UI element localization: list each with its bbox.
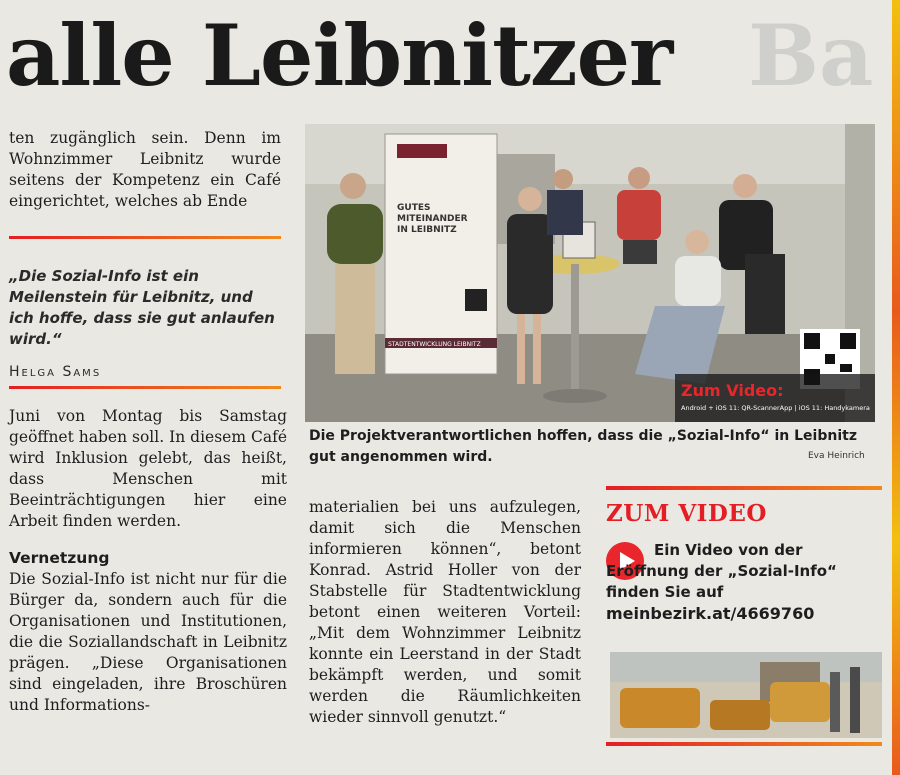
- photo-credit: Eva Heinrich: [808, 451, 865, 461]
- headline-neighbour: Ba: [748, 6, 874, 105]
- paragraph: ten zugänglich sein. Denn im Wohnzimmer Leibnitz wurde seitens der Kompetenz ein Café eingerichtet, welches ab Ende: [9, 129, 281, 210]
- photo-caption: Die Projektverantwortlichen hoffen, dass die „Sozial-Info“ in Leibnitz gut angenommen wird.: [309, 428, 857, 465]
- quote-author: Helga Sams: [9, 364, 102, 380]
- video-badge-subtext: Android + iOS 11: QR-ScannerApp | iOS 11: Handykamera: [681, 404, 870, 412]
- paragraph: Juni von Montag bis Samstag geöffnet haben soll. In diesem Café wird Inklusion gelebt, das heißt, dass Menschen mit Beeinträchtigungen hier eine Arbeit finden werden.: [9, 407, 287, 530]
- group-photo: [305, 124, 875, 422]
- paragraph: materialien bei uns aufzulegen, damit sich die Menschen informieren können“, betont Konrad. Astrid Holler von der Stabstelle für Stadtentwicklung betont einen weiteren Vorteil: „Mit dem Wohnzimmer Leibnitz konnte ein Leerstand in der Stadt bekämpft werden, und somit werden die Räumlichkeiten wieder sinnvoll genutzt.“: [309, 498, 581, 726]
- page-edge-decoration: [892, 0, 900, 775]
- photo-illustration: [305, 124, 875, 422]
- video-box-text: [606, 540, 880, 624]
- column-1-bottom: [9, 406, 287, 716]
- quote-rule-bottom: [9, 386, 281, 389]
- banner-text-1: GUTES: [397, 203, 431, 213]
- column-1-top: [9, 128, 281, 212]
- pull-quote: „Die Sozial-Info ist ein Meilenstein für Leibnitz, und ich hoffe, dass sie gut anlaufen wird.“: [9, 267, 275, 348]
- video-box-title: ZUM VIDEO: [606, 500, 767, 527]
- quote-rule-top: [9, 236, 281, 239]
- video-badge-label: Zum Video:: [681, 381, 784, 400]
- video-link[interactable]: meinbezirk.at/4669760: [606, 604, 815, 623]
- video-box-line: Ein Video von der Eröffnung der „Sozial-Info“: [606, 541, 837, 580]
- video-box-rule: [606, 486, 882, 490]
- video-box-line: finden Sie auf: [606, 583, 724, 601]
- video-box-bottom-rule: [606, 742, 882, 746]
- paragraph: Die Sozial-Info ist nicht nur für die Bürger da, sondern auch für die Organisationen und Institutionen, die die Soziallandschaft in Leibnitz prägen. „Diese Organisationen sind eingeladen, ihre Broschüren und Informations-: [9, 570, 287, 714]
- banner-text-2: MITEINANDER: [397, 214, 468, 224]
- column-2: [309, 497, 581, 728]
- subheading: Vernetzung: [9, 549, 110, 567]
- headline: alle Leibnitzer: [6, 6, 673, 105]
- banner-footer: STADTENTWICKLUNG LEIBNITZ: [388, 341, 481, 348]
- banner-text-3: IN LEIBNITZ: [397, 225, 457, 235]
- video-thumbnail[interactable]: [610, 652, 882, 738]
